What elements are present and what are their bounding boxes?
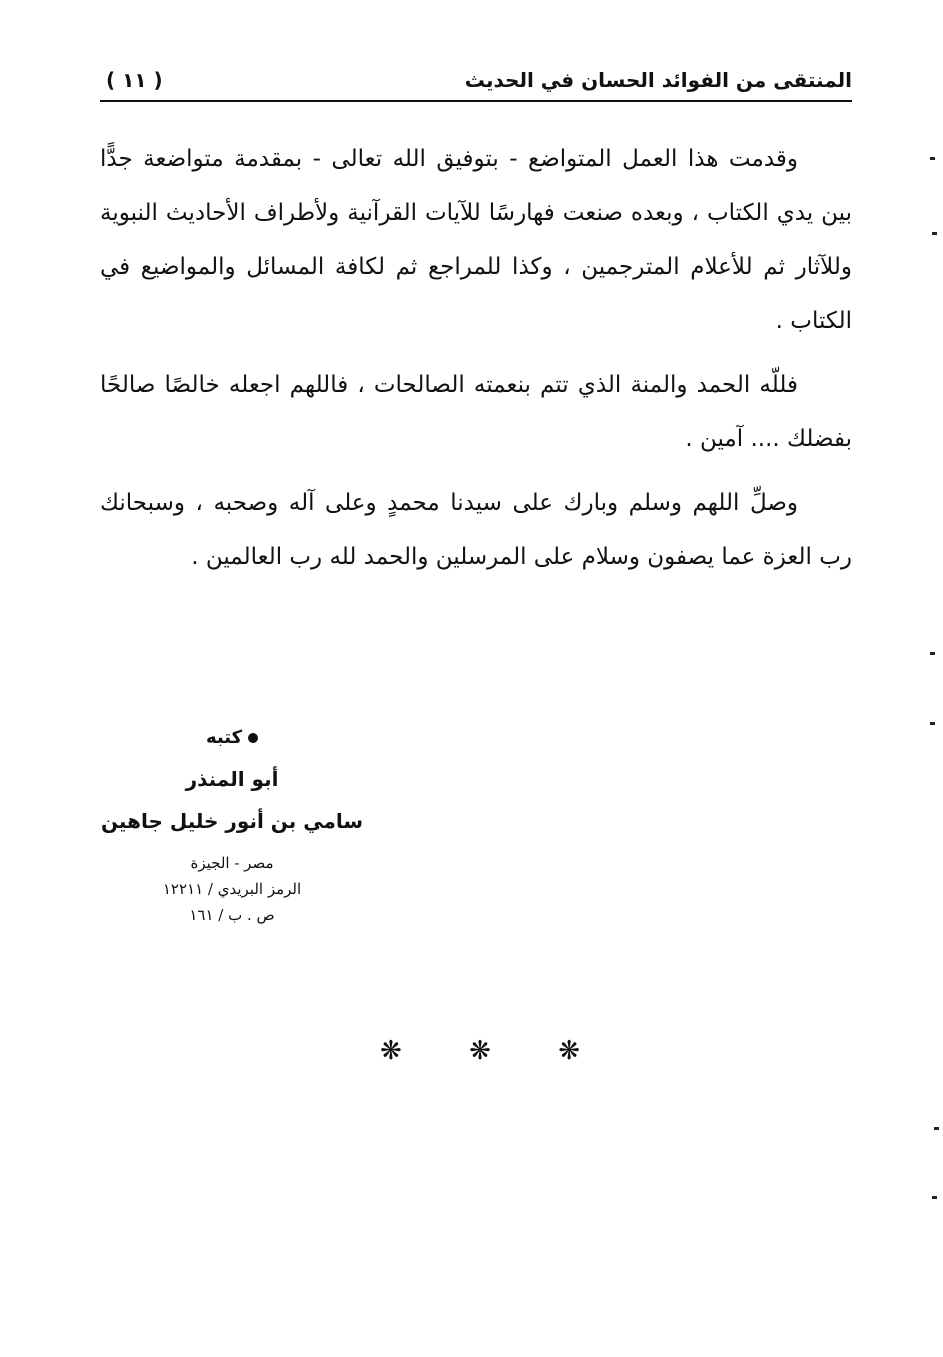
author-signature [100,718,364,928]
asterism-icon: ❋ [558,1036,580,1066]
bullet-icon [248,733,258,743]
author-kunya: أبو المنذر [185,767,279,791]
scan-mark [930,652,935,655]
signature-label-text: كتبه [205,727,243,748]
scan-mark [932,1196,937,1199]
running-header [100,66,852,102]
author-name: سامي بن أنور خليل جاهين [100,809,364,833]
author-address [100,850,364,928]
book-title: المنتقى من الفوائد الحسان في الحديث [464,68,852,92]
asterism-icon: ❋ [469,1036,491,1066]
address-po-box: ص . ب / ١٦١ [189,906,275,924]
scan-mark [930,722,935,725]
address-city: مصر - الجيزة [190,854,274,872]
paragraph: فللّه الحمد والمنة الذي تتم بنعمته الصالحات ، فاللهم اجعله خالصًا صالحًا بفضلك .... آمين . [100,372,852,452]
page-number: ( ١١ ) [106,68,163,92]
scan-mark [934,1127,939,1130]
paragraph: وقدمت هذا العمل المتواضع - بتوفيق الله تعالى - بمقدمة متواضعة جدًّا بين يدي الكتاب ، وبعده صنعت فهارسًا للآيات القرآنية ولأطراف الأحاديث النبوية وللآثار ثم للأعلام المترجمين ، وكذا للمراجع ثم لكافة المسائل والمواضيع في الكتاب . [100,146,852,334]
scan-mark [932,232,937,235]
section-separator [380,1036,580,1066]
signature-label [100,718,364,758]
address-postal-code: الرمز البريدي / ١٢٢١١ [162,880,302,898]
scan-mark [930,157,935,160]
asterism-icon: ❋ [380,1036,402,1066]
paragraph: وصلِّ اللهم وسلم وبارك على سيدنا محمدٍ وعلى آله وصحبه ، وسبحانك رب العزة عما يصفون وسلام على المرسلين والحمد لله رب العالمين . [100,490,852,570]
main-text [100,132,852,594]
